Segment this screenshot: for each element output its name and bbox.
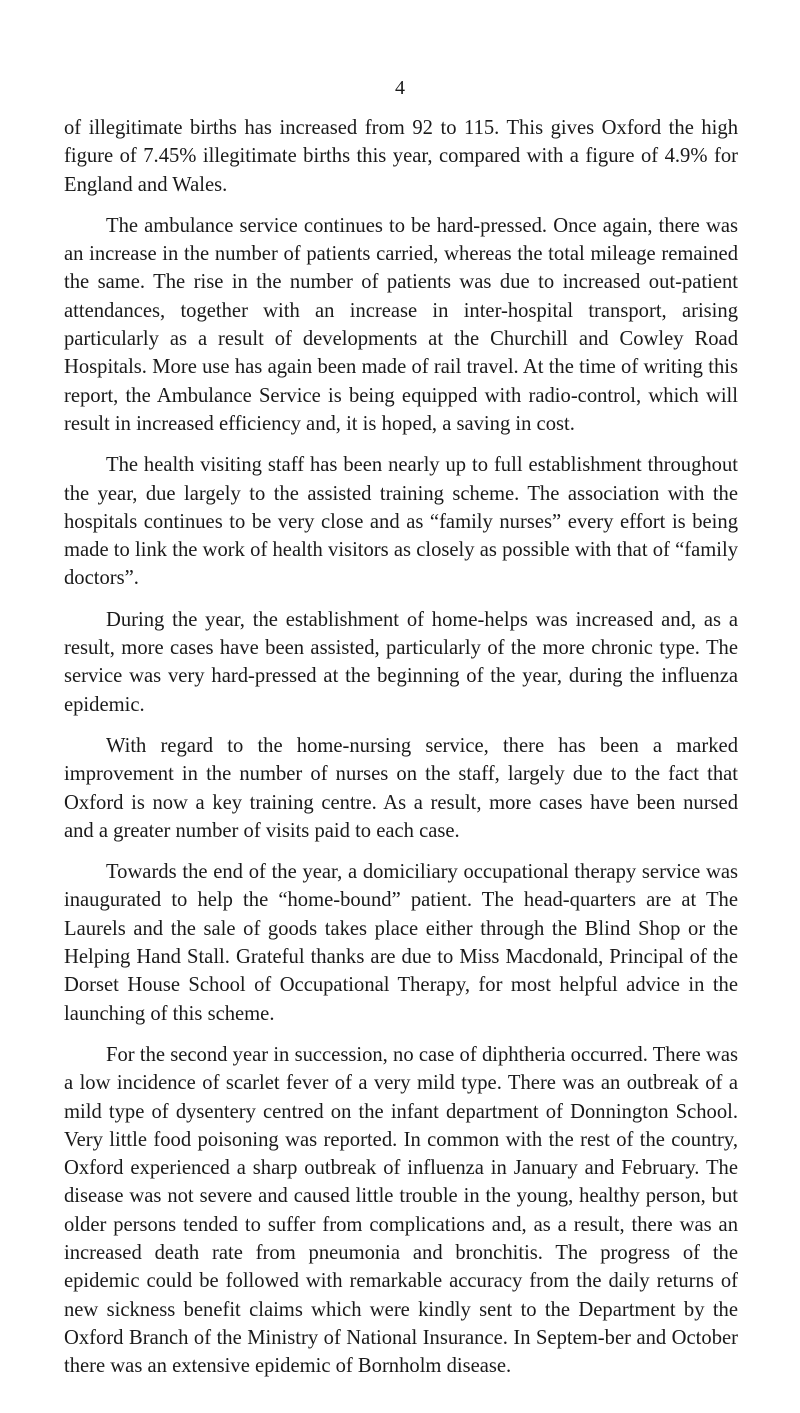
paragraph-occupational-therapy: Towards the end of the year, a domiciliary occupational therapy service was inaugurated to help the “home-bound” patient. The head-quarters are at The Laurels and the sale of goods takes place either through the Blind Shop or the Helping Hand Stall. Grateful thanks are due to Miss Macdonald, Principal of the Dorset House School of Occupational Therapy, for most helpful advice in the launching of this scheme. xyxy=(64,861,738,1025)
document-body xyxy=(64,114,738,1393)
paragraph-infectious-disease: For the second year in succession, no case of diphtheria occurred. There was a low incidence of scarlet fever of a very mild type. There was an outbreak of a mild type of dysentery centred on the infant department of Donnington School. Very little food poisoning was reported. In common with the rest of the country, Oxford experienced a sharp outbreak of influenza in January and February. The disease was not severe and caused little trouble in the young, healthy person, but older persons tended to suffer from complications and, as a result, there was an increased death rate from pneumonia and bronchitis. The progress of the epidemic could be followed with remarkable accuracy from the daily returns of new sickness benefit claims which were kindly sent to the Department by the Oxford Branch of the Ministry of National Insurance. In Septem-ber and October there was an extensive epidemic of Bornholm disease. xyxy=(64,1043,738,1378)
paragraph-ambulance-service: The ambulance service continues to be hard-pressed. Once again, there was an increase in the number of patients carried, whereas the total mileage remained the same. The rise in the number of patients was due to increased out-patient attendances, together with an increase in inter-hospital transport, arising particularly as a result of developments at the Churchill and Cowley Road Hospitals. More use has again been made of rail travel. At the time of writing this report, the Ambulance Service is being equipped with radio-control, which will result in increased efficiency and, it is hoped, a saving in cost. xyxy=(64,214,738,435)
paragraph-home-helps: During the year, the establishment of home-helps was increased and, as a result, more cases have been assisted, particularly of the more chronic type. The service was very hard-pressed at the beginning of the year, during the influenza epidemic. xyxy=(64,608,738,716)
paragraph-home-nursing: With regard to the home-nursing service, there has been a marked improvement in the number of nurses on the staff, largely due to the fact that Oxford is now a key training centre. As a result, more cases have been nursed and a greater number of visits paid to each case. xyxy=(64,734,738,842)
page-number: 4 xyxy=(395,77,405,99)
paragraph-illegitimate-births: of illegitimate births has increased from 92 to 115. This gives Oxford the high figure of 7.45% illegitimate births this year, compared with a figure of 4.9% for England and Wales. xyxy=(64,117,738,196)
paragraph-health-visiting: The health visiting staff has been nearly up to full establishment throughout the year, due largely to the assisted training scheme. The association with the hospitals continues to be very close and as “family nurses” every effort is being made to link the work of health visitors as closely as possible with that of “family doctors”. xyxy=(64,454,738,590)
